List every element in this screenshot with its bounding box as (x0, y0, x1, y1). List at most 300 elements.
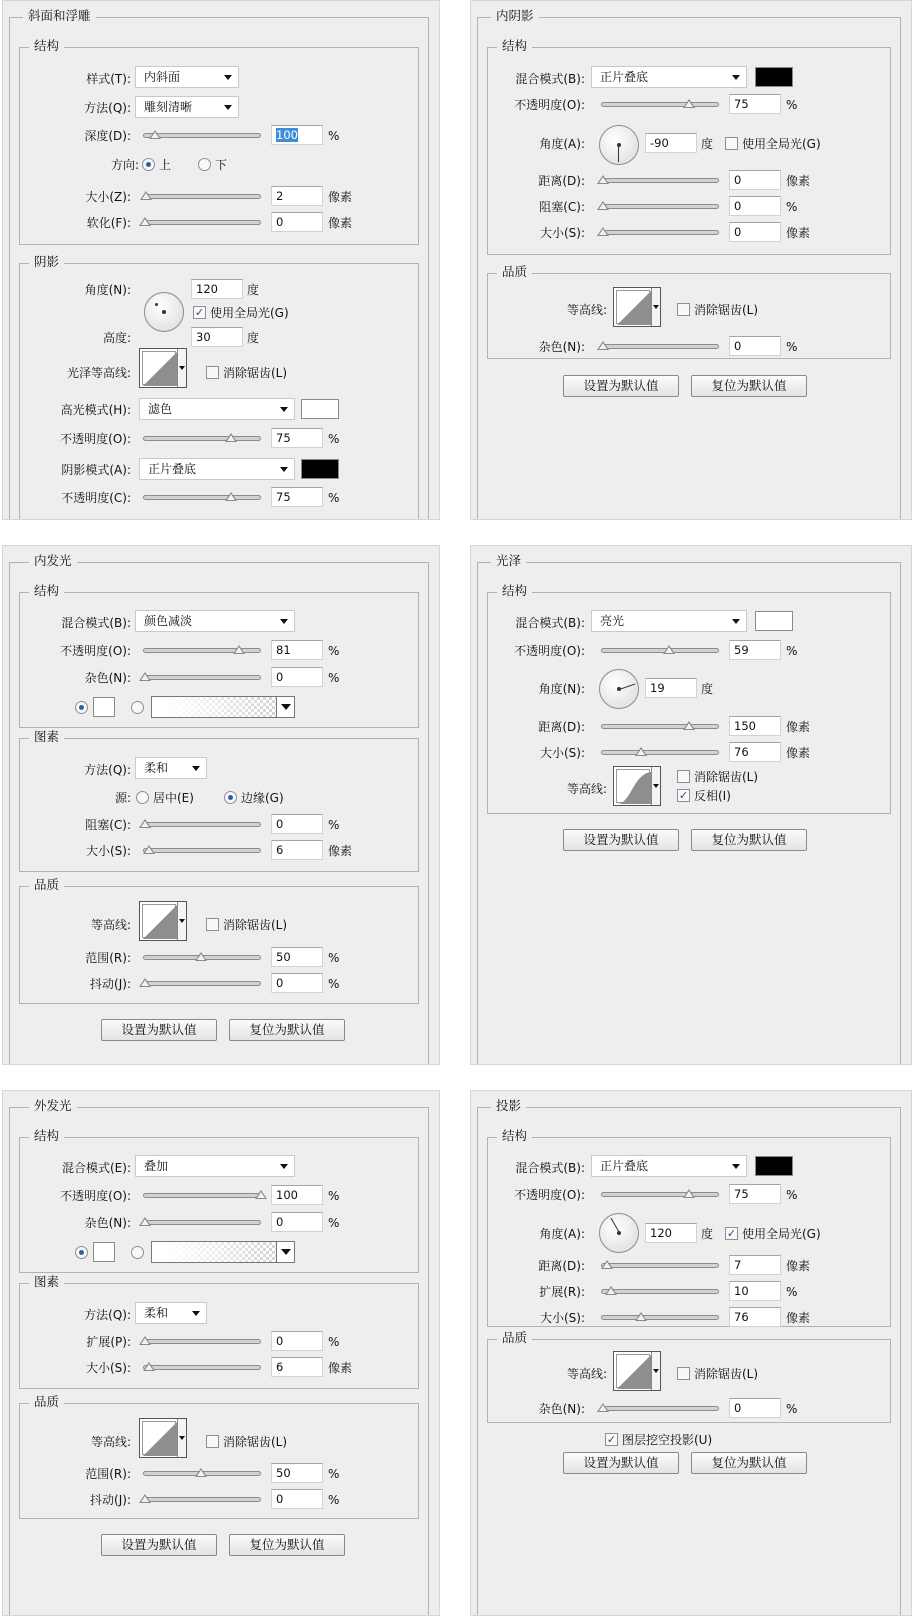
is-angle-dial[interactable] (599, 125, 639, 165)
is-choke-slider[interactable] (601, 204, 719, 209)
og-set-default-button[interactable]: 设置为默认值 (101, 1534, 217, 1556)
og-opacity-input[interactable]: 100 (271, 1185, 323, 1205)
is-noise-unit: % (786, 340, 798, 354)
chevron-down-icon (192, 1311, 200, 1316)
ds-spread-unit: % (786, 1285, 798, 1299)
og-quality-title: 品质 (29, 1395, 64, 1409)
chevron-down-icon (732, 75, 740, 80)
ds-blend-select[interactable]: 正片叠底 (591, 1155, 747, 1177)
direction-label: 方向: (110, 158, 139, 172)
chevron-down-icon (276, 1242, 294, 1262)
drop-shadow-title: 投影 (491, 1099, 526, 1113)
highlight-opacity-label: 不透明度(O): (60, 432, 131, 446)
is-opacity-unit: % (786, 98, 798, 112)
bevel-antialias-label: 消除锯齿(L) (223, 366, 288, 380)
og-spread-label: 扩展(P): (86, 1335, 131, 1349)
satin-antialias-checkbox[interactable] (677, 770, 690, 783)
ds-spread-label: 扩展(R): (539, 1285, 585, 1299)
ig-source-center-radio[interactable] (136, 791, 149, 804)
ds-noise-unit: % (786, 1402, 798, 1416)
is-opacity-thumb[interactable] (683, 99, 695, 108)
size-slider[interactable] (143, 194, 261, 199)
chevron-down-icon (280, 1164, 288, 1169)
is-distance-label: 距离(D): (538, 174, 585, 188)
og-range-thumb[interactable] (195, 1468, 207, 1477)
is-angle-label: 角度(A): (539, 137, 585, 151)
bevel-shading-title: 阴影 (29, 255, 64, 269)
og-spread-unit: % (328, 1335, 340, 1349)
ig-blend-label: 混合模式(B): (61, 616, 131, 630)
ds-antialias-checkbox[interactable] (677, 1367, 690, 1380)
ig-choke-label: 阻塞(C): (85, 818, 131, 832)
og-noise-label: 杂色(N): (84, 1216, 131, 1230)
bevel-antialias-checkbox[interactable] (206, 366, 219, 379)
is-noise-label: 杂色(N): (538, 340, 585, 354)
is-contour-picker[interactable] (613, 287, 661, 327)
chevron-down-icon (276, 697, 294, 717)
highlight-opacity-unit: % (328, 432, 340, 446)
gloss-contour-label: 光泽等高线: (66, 366, 131, 380)
shading-angle-label: 角度(N): (84, 283, 131, 297)
satin-angle-dial[interactable] (599, 669, 639, 709)
is-size-label: 大小(S): (539, 226, 585, 240)
bevel-shading-group (19, 263, 419, 520)
satin-antialias-label: 消除锯齿(L) (694, 770, 759, 784)
ds-noise-label: 杂色(N): (538, 1402, 585, 1416)
shadow-opacity-input[interactable]: 75 (271, 487, 323, 507)
og-noise-input[interactable]: 0 (271, 1212, 323, 1232)
is-color-swatch[interactable] (755, 67, 793, 87)
ig-size-slider[interactable] (143, 848, 261, 853)
satin-contour-label: 等高线: (566, 782, 607, 796)
og-blend-select[interactable]: 叠加 (135, 1155, 295, 1177)
og-range-unit: % (328, 1467, 340, 1481)
og-range-input[interactable]: 50 (271, 1463, 323, 1483)
ig-blend-select[interactable]: 颜色减淡 (135, 610, 295, 632)
ds-distance-input[interactable]: 7 (729, 1255, 781, 1275)
global-light-checkbox[interactable]: ✓ (194, 306, 205, 319)
satin-distance-input[interactable]: 150 (729, 716, 781, 736)
inner-shadow-panel (470, 0, 912, 520)
ig-reset-default-button[interactable]: 复位为默认值 (229, 1019, 345, 1041)
is-size-input[interactable]: 0 (729, 222, 781, 242)
ig-jitter-input[interactable]: 0 (271, 973, 323, 993)
ds-antialias-label: 消除锯齿(L) (694, 1367, 759, 1381)
satin-title: 光泽 (491, 554, 526, 568)
is-set-default-button[interactable]: 设置为默认值 (563, 375, 679, 397)
satin-angle-input[interactable]: 19 (645, 678, 697, 698)
ig-jitter-thumb[interactable] (139, 978, 151, 987)
satin-distance-slider[interactable] (601, 724, 719, 729)
bevel-structure-title: 结构 (29, 39, 64, 53)
og-jitter-thumb[interactable] (139, 1494, 151, 1503)
satin-size-input[interactable]: 76 (729, 742, 781, 762)
satin-distance-unit: 像素 (786, 720, 811, 734)
is-noise-thumb[interactable] (597, 341, 609, 350)
satin-color-swatch[interactable] (755, 611, 793, 631)
is-antialias-checkbox[interactable] (677, 303, 690, 316)
angle-dial[interactable] (144, 292, 184, 332)
highlight-opacity-thumb[interactable] (225, 433, 237, 442)
ig-opacity-thumb[interactable] (233, 645, 245, 654)
ig-opacity-unit: % (328, 644, 340, 658)
og-size-thumb[interactable] (143, 1362, 155, 1371)
ds-opacity-input[interactable]: 75 (729, 1184, 781, 1204)
ig-size-label: 大小(S): (85, 844, 131, 858)
is-choke-unit: % (786, 200, 798, 214)
gaussian-contour-icon (617, 770, 651, 804)
ig-quality-group (19, 886, 419, 1004)
og-opacity-label: 不透明度(O): (60, 1189, 131, 1203)
ig-gradient-radio[interactable] (131, 701, 144, 714)
is-contour-label: 等高线: (566, 303, 607, 317)
is-global-light-checkbox[interactable] (725, 137, 738, 150)
ds-contour-picker[interactable] (613, 1351, 661, 1391)
og-gradient-picker[interactable] (151, 1241, 295, 1263)
is-size-unit: 像素 (786, 226, 811, 240)
inner-shadow-structure-title: 结构 (497, 39, 532, 53)
chevron-down-icon (280, 467, 288, 472)
ig-noise-unit: % (328, 671, 340, 685)
soften-input[interactable]: 0 (271, 212, 323, 232)
ds-noise-slider[interactable] (601, 1406, 719, 1411)
is-angle-input[interactable]: -90 (645, 133, 697, 153)
og-gradient-radio[interactable] (131, 1246, 144, 1259)
ig-source-center-label: 居中(E) (153, 791, 194, 805)
is-size-slider[interactable] (601, 230, 719, 235)
og-blend-label: 混合模式(E): (62, 1161, 131, 1175)
ds-distance-unit: 像素 (786, 1259, 811, 1273)
ig-noise-slider[interactable] (143, 675, 261, 680)
satin-distance-label: 距离(D): (538, 720, 585, 734)
soften-unit: 像素 (328, 216, 353, 230)
soften-label: 软化(F): (86, 216, 131, 230)
satin-panel (470, 545, 912, 1065)
altitude-label: 高度: (102, 331, 131, 345)
satin-opacity-unit: % (786, 644, 798, 658)
ig-noise-input[interactable]: 0 (271, 667, 323, 687)
shadow-opacity-label: 不透明度(C): (61, 491, 131, 505)
chevron-down-icon (280, 407, 288, 412)
og-opacity-unit: % (328, 1189, 340, 1203)
gloss-contour-picker[interactable] (139, 348, 187, 388)
og-jitter-unit: % (328, 1493, 340, 1507)
og-spread-input[interactable]: 0 (271, 1331, 323, 1351)
satin-blend-select[interactable]: 亮光 (591, 610, 747, 632)
chevron-down-icon (651, 1352, 660, 1390)
shading-angle-input[interactable]: 120 (191, 279, 243, 299)
direction-down-radio[interactable] (198, 158, 211, 171)
inner-shadow-title: 内阴影 (491, 9, 539, 23)
inner-glow-panel (2, 545, 440, 1065)
ds-set-default-button[interactable]: 设置为默认值 (563, 1452, 679, 1474)
og-antialias-label: 消除锯齿(L) (223, 1435, 288, 1449)
ig-size-thumb[interactable] (143, 845, 155, 854)
ds-global-light-checkbox[interactable]: ✓ (726, 1227, 737, 1240)
ds-angle-unit: 度 (701, 1227, 714, 1241)
highlight-mode-select[interactable]: 滤色 (139, 398, 295, 420)
og-jitter-slider[interactable] (143, 1497, 261, 1502)
style-label: 样式(T): (86, 72, 131, 86)
is-noise-input[interactable]: 0 (729, 336, 781, 356)
chevron-down-icon (177, 1419, 186, 1457)
ig-color-swatch[interactable] (93, 697, 115, 717)
satin-size-thumb[interactable] (635, 747, 647, 756)
ig-jitter-label: 抖动(J): (90, 977, 131, 991)
og-size-unit: 像素 (328, 1361, 353, 1375)
ds-blend-label: 混合模式(B): (515, 1161, 585, 1175)
shadow-opacity-thumb[interactable] (225, 492, 237, 501)
satin-contour-picker[interactable] (613, 766, 661, 806)
og-size-input[interactable]: 6 (271, 1357, 323, 1377)
ig-method-label: 方法(Q): (84, 763, 131, 777)
soften-slider[interactable] (143, 220, 261, 225)
ig-range-label: 范围(R): (85, 951, 131, 965)
is-global-light-label: 使用全局光(G) (742, 137, 821, 151)
ig-antialias-label: 消除锯齿(L) (223, 918, 288, 932)
ds-angle-input[interactable]: 120 (645, 1223, 697, 1243)
og-contour-label: 等高线: (90, 1435, 131, 1449)
ds-distance-label: 距离(D): (538, 1259, 585, 1273)
is-blend-select[interactable]: 正片叠底 (591, 66, 747, 88)
shadow-color-swatch[interactable] (301, 459, 339, 479)
ds-spread-thumb[interactable] (605, 1286, 617, 1295)
ds-spread-slider[interactable] (601, 1289, 719, 1294)
og-opacity-thumb[interactable] (255, 1190, 267, 1199)
ig-size-input[interactable]: 6 (271, 840, 323, 860)
satin-opacity-label: 不透明度(O): (514, 644, 585, 658)
satin-size-slider[interactable] (601, 750, 719, 755)
style-select[interactable]: 内斜面 (135, 66, 239, 88)
linear-contour-icon (617, 1355, 651, 1389)
og-jitter-input[interactable]: 0 (271, 1489, 323, 1509)
ds-noise-thumb[interactable] (597, 1403, 609, 1412)
chevron-down-icon (192, 766, 200, 771)
shadow-mode-select[interactable]: 正片叠底 (139, 458, 295, 480)
ds-structure-title: 结构 (497, 1129, 532, 1143)
shadow-mode-label: 阴影模式(A): (61, 463, 131, 477)
is-distance-thumb[interactable] (597, 175, 609, 184)
ig-range-thumb[interactable] (195, 952, 207, 961)
ds-opacity-unit: % (786, 1188, 798, 1202)
satin-opacity-thumb[interactable] (663, 645, 675, 654)
linear-contour-icon (143, 905, 177, 939)
satin-structure-title: 结构 (497, 584, 532, 598)
satin-angle-unit: 度 (701, 682, 714, 696)
size-slider-thumb[interactable] (140, 191, 152, 200)
ig-opacity-input[interactable]: 81 (271, 640, 323, 660)
ds-contour-label: 等高线: (566, 1367, 607, 1381)
is-size-thumb[interactable] (597, 227, 609, 236)
is-reset-default-button[interactable]: 复位为默认值 (691, 375, 807, 397)
chevron-down-icon (280, 619, 288, 624)
is-opacity-slider[interactable] (601, 102, 719, 107)
is-choke-label: 阻塞(C): (539, 200, 585, 214)
size-input[interactable]: 2 (271, 186, 323, 206)
ig-range-input[interactable]: 50 (271, 947, 323, 967)
ig-contour-picker[interactable] (139, 901, 187, 941)
global-light-label: 使用全局光(G) (210, 306, 289, 320)
method-label: 方法(Q): (84, 101, 131, 115)
ig-antialias-checkbox[interactable] (206, 918, 219, 931)
ds-opacity-thumb[interactable] (683, 1189, 695, 1198)
drop-shadow-panel (470, 1090, 912, 1616)
og-opacity-slider[interactable] (143, 1193, 261, 1198)
ds-distance-thumb[interactable] (601, 1260, 613, 1269)
altitude-unit: 度 (247, 331, 260, 345)
satin-reset-default-button[interactable]: 复位为默认值 (691, 829, 807, 851)
altitude-input[interactable]: 30 (191, 327, 243, 347)
ds-opacity-slider[interactable] (601, 1192, 719, 1197)
ds-size-label: 大小(S): (539, 1311, 585, 1325)
is-choke-input[interactable]: 0 (729, 196, 781, 216)
ig-jitter-slider[interactable] (143, 981, 261, 986)
og-size-slider[interactable] (143, 1365, 261, 1370)
ig-elements-title: 图素 (29, 730, 64, 744)
ds-size-input[interactable]: 76 (729, 1307, 781, 1327)
og-color-swatch[interactable] (93, 1242, 115, 1262)
linear-contour-icon (143, 352, 177, 386)
ds-opacity-label: 不透明度(O): (514, 1188, 585, 1202)
size-label: 大小(Z): (85, 190, 131, 204)
og-elements-title: 图素 (29, 1275, 64, 1289)
inner-glow-title: 内发光 (29, 554, 77, 568)
soften-slider-thumb[interactable] (139, 217, 151, 226)
ig-range-unit: % (328, 951, 340, 965)
highlight-mode-label: 高光模式(H): (60, 403, 131, 417)
og-spread-thumb[interactable] (139, 1336, 151, 1345)
bevel-title: 斜面和浮雕 (23, 9, 96, 23)
ds-spread-input[interactable]: 10 (729, 1281, 781, 1301)
is-opacity-label: 不透明度(O): (514, 98, 585, 112)
depth-slider-thumb[interactable] (149, 130, 161, 139)
ig-noise-thumb[interactable] (139, 672, 151, 681)
og-reset-default-button[interactable]: 复位为默认值 (229, 1534, 345, 1556)
satin-blend-label: 混合模式(B): (515, 616, 585, 630)
direction-up-label: 上 (159, 158, 172, 172)
og-antialias-checkbox[interactable] (206, 1435, 219, 1448)
ig-gradient-picker[interactable] (151, 696, 295, 718)
ig-quality-title: 品质 (29, 878, 64, 892)
highlight-color-swatch[interactable] (301, 399, 339, 419)
linear-contour-icon (617, 291, 651, 325)
chevron-down-icon (651, 288, 660, 326)
og-solid-color-radio[interactable] (75, 1246, 88, 1259)
ig-choke-slider[interactable] (143, 822, 261, 827)
chevron-down-icon (732, 619, 740, 624)
is-distance-unit: 像素 (786, 174, 811, 188)
is-distance-input[interactable]: 0 (729, 170, 781, 190)
ds-size-thumb[interactable] (635, 1312, 647, 1321)
satin-size-label: 大小(S): (539, 746, 585, 760)
depth-unit: % (328, 129, 340, 143)
satin-opacity-slider[interactable] (601, 648, 719, 653)
ig-source-edge-label: 边缘(G) (241, 791, 284, 805)
og-contour-picker[interactable] (139, 1418, 187, 1458)
shadow-opacity-slider[interactable] (143, 495, 261, 500)
chevron-down-icon (177, 902, 186, 940)
ig-solid-color-radio[interactable] (75, 701, 88, 714)
is-antialias-label: 消除锯齿(L) (694, 303, 759, 317)
ds-quality-title: 品质 (497, 1331, 532, 1345)
og-structure-title: 结构 (29, 1129, 64, 1143)
og-spread-slider[interactable] (143, 1339, 261, 1344)
og-method-select[interactable]: 柔和 (135, 1302, 207, 1324)
highlight-opacity-input[interactable]: 75 (271, 428, 323, 448)
og-size-label: 大小(S): (85, 1361, 131, 1375)
satin-set-default-button[interactable]: 设置为默认值 (563, 829, 679, 851)
is-blend-label: 混合模式(B): (515, 72, 585, 86)
ig-jitter-unit: % (328, 977, 340, 991)
highlight-opacity-slider[interactable] (143, 436, 261, 441)
satin-size-unit: 像素 (786, 746, 811, 760)
ig-structure-title: 结构 (29, 584, 64, 598)
ig-set-default-button[interactable]: 设置为默认值 (101, 1019, 217, 1041)
og-noise-slider[interactable] (143, 1220, 261, 1225)
ig-choke-input[interactable]: 0 (271, 814, 323, 834)
ig-choke-thumb[interactable] (139, 819, 151, 828)
ds-noise-input[interactable]: 0 (729, 1398, 781, 1418)
shadow-opacity-unit: % (328, 491, 340, 505)
satin-opacity-input[interactable]: 59 (729, 640, 781, 660)
ds-size-unit: 像素 (786, 1311, 811, 1325)
satin-invert-checkbox[interactable]: ✓ (678, 789, 689, 802)
ig-source-label: 源: (114, 791, 131, 805)
ds-size-slider[interactable] (601, 1315, 719, 1320)
is-angle-unit: 度 (701, 137, 714, 151)
shading-angle-unit: 度 (247, 283, 260, 297)
og-noise-thumb[interactable] (139, 1217, 151, 1226)
ig-method-select[interactable]: 柔和 (135, 757, 207, 779)
og-jitter-label: 抖动(J): (90, 1493, 131, 1507)
ds-knockout-checkbox[interactable]: ✓ (606, 1433, 617, 1446)
is-opacity-input[interactable]: 75 (729, 94, 781, 114)
is-quality-title: 品质 (497, 265, 532, 279)
ig-size-unit: 像素 (328, 844, 353, 858)
og-elements-group (19, 1283, 419, 1389)
method-select[interactable]: 雕刻清晰 (135, 96, 239, 118)
ds-color-swatch[interactable] (755, 1156, 793, 1176)
direction-up-radio[interactable] (142, 158, 155, 171)
size-unit: 像素 (328, 190, 353, 204)
ds-angle-dial[interactable] (599, 1213, 639, 1253)
is-distance-slider[interactable] (601, 178, 719, 183)
ig-source-edge-radio[interactable] (224, 791, 237, 804)
depth-label: 深度(D): (84, 129, 131, 143)
chevron-down-icon (224, 105, 232, 110)
chevron-down-icon (732, 1164, 740, 1169)
ds-reset-default-button[interactable]: 复位为默认值 (691, 1452, 807, 1474)
og-range-label: 范围(R): (85, 1467, 131, 1481)
is-noise-slider[interactable] (601, 344, 719, 349)
ig-contour-label: 等高线: (90, 918, 131, 932)
chevron-down-icon (224, 75, 232, 80)
chevron-down-icon (177, 349, 186, 387)
ds-knockout-label: 图层挖空投影(U) (622, 1433, 713, 1447)
ig-opacity-label: 不透明度(O): (60, 644, 131, 658)
outer-glow-title: 外发光 (29, 1099, 77, 1113)
depth-input[interactable]: 100 (271, 125, 323, 145)
satin-distance-thumb[interactable] (683, 721, 695, 730)
ds-distance-slider[interactable] (601, 1263, 719, 1268)
is-choke-thumb[interactable] (597, 201, 609, 210)
ig-noise-label: 杂色(N): (84, 671, 131, 685)
ds-angle-label: 角度(A): (539, 1227, 585, 1241)
linear-contour-icon (143, 1422, 177, 1456)
chevron-down-icon (651, 767, 660, 805)
satin-invert-label: 反相(I) (694, 789, 731, 803)
satin-angle-label: 角度(N): (538, 682, 585, 696)
